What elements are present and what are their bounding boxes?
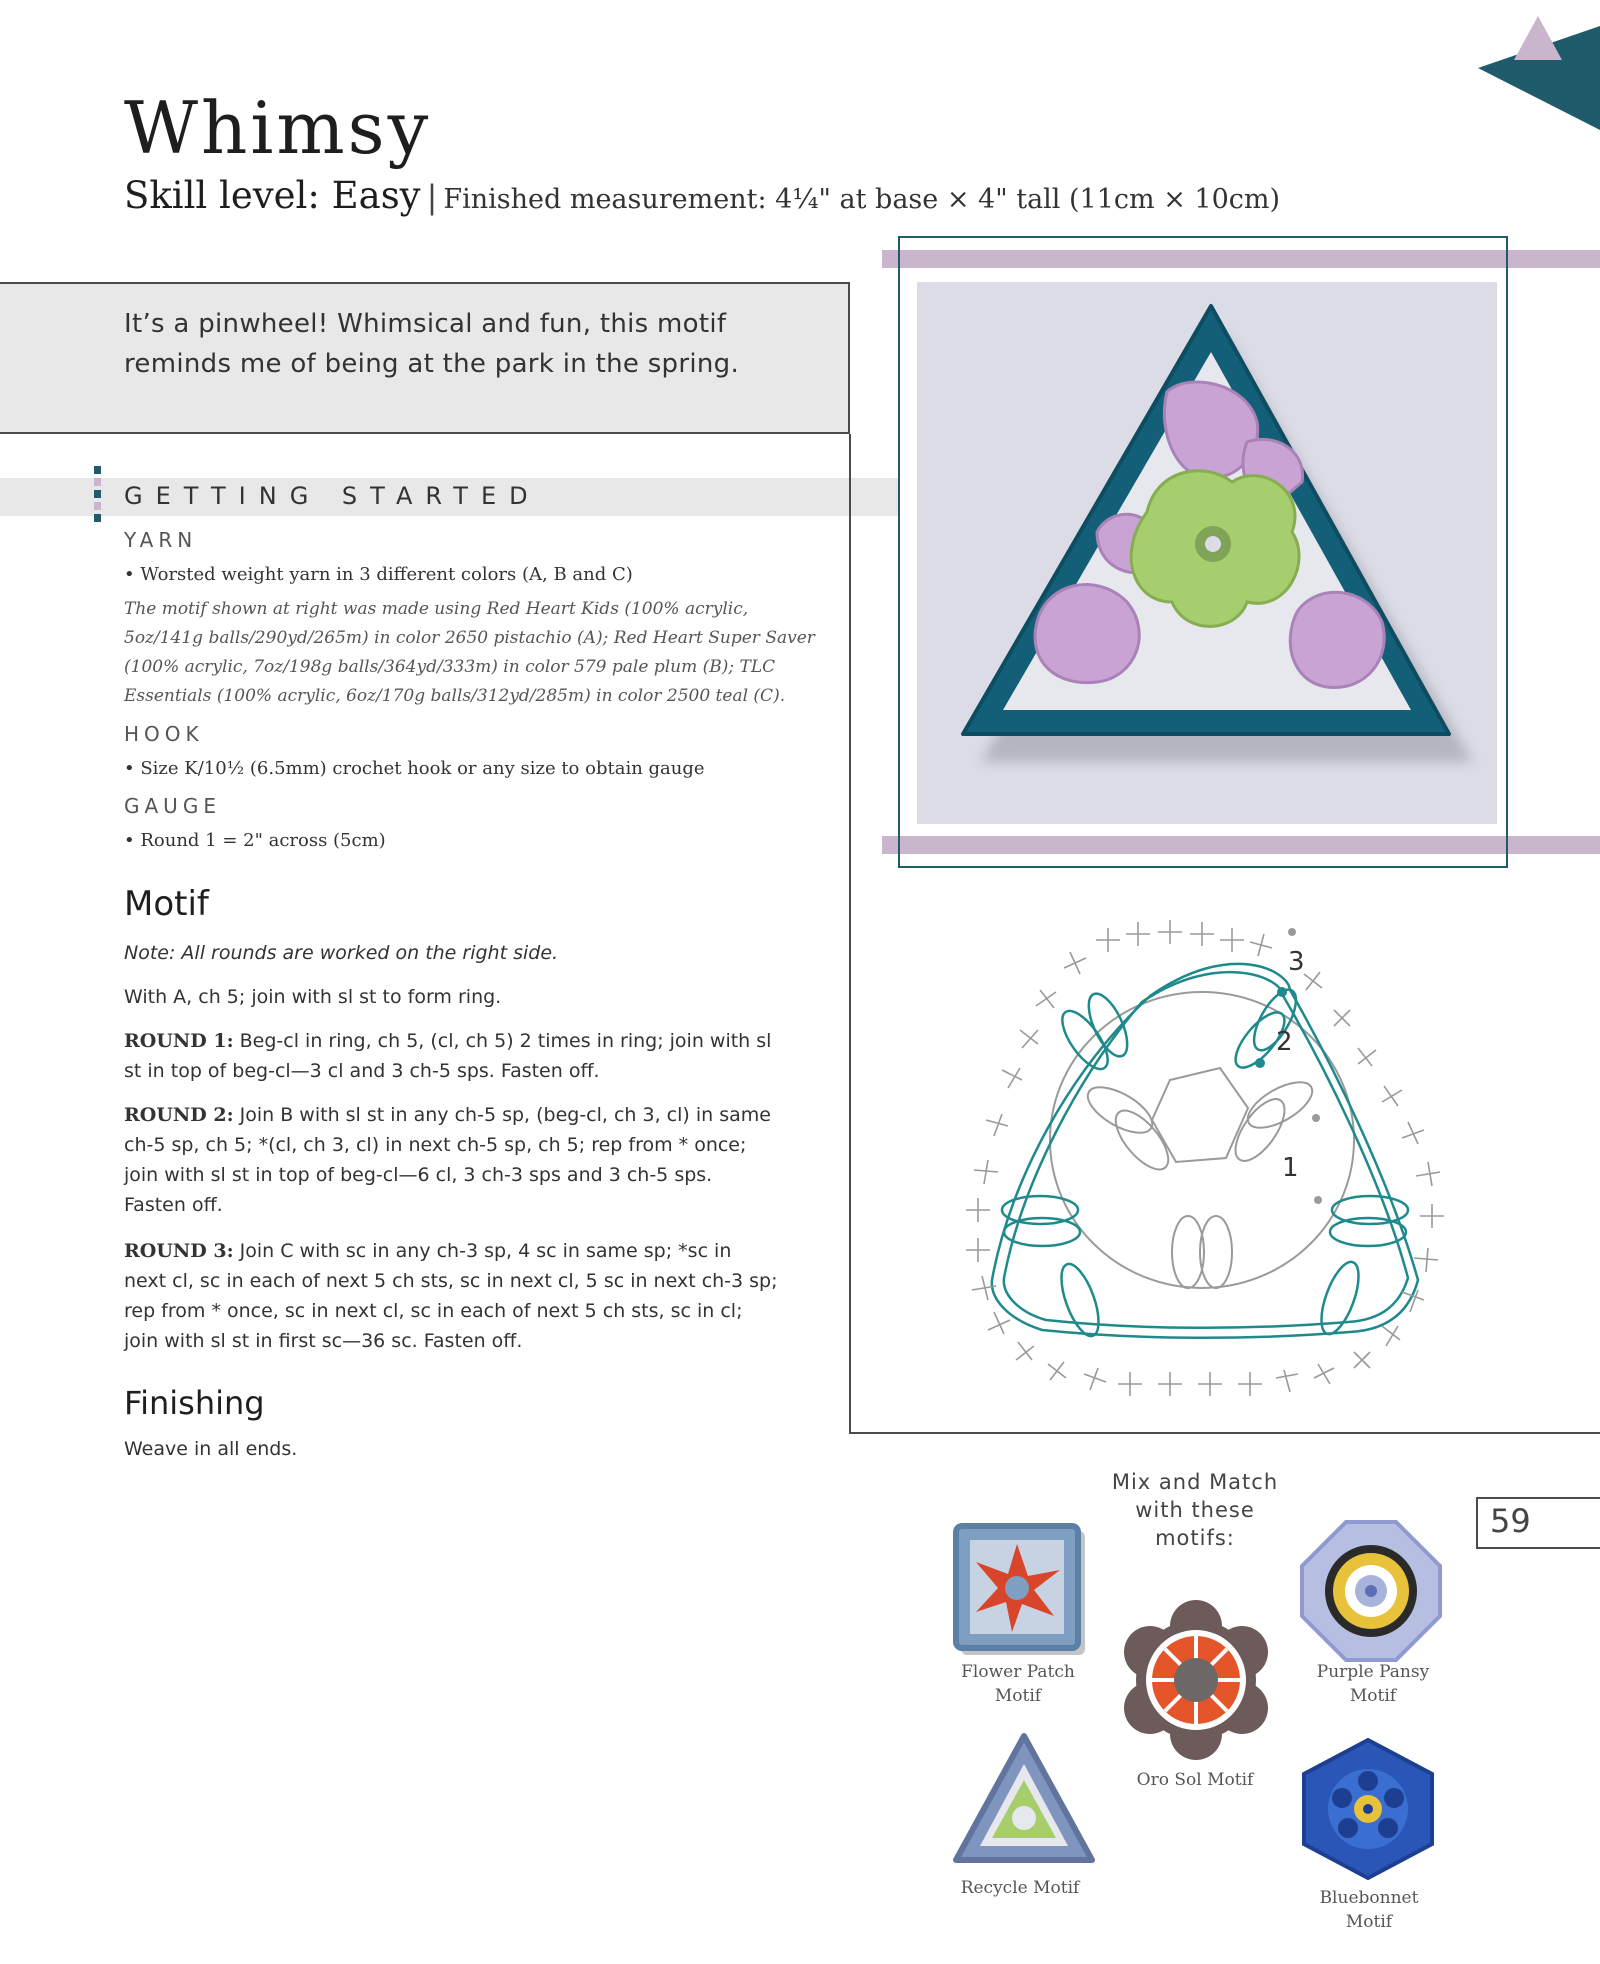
- crochet-chart: [930, 880, 1490, 1420]
- round-2-text: ch-5 sp, ch 5; *(cl, ch 3, cl) in next ch-5 sp, ch 5; rep from * once;: [124, 1134, 747, 1156]
- round-2-marker: 2: [1276, 1027, 1293, 1057]
- subtitle-separator: |: [426, 178, 438, 216]
- flower-patch-caption: [940, 1660, 1096, 1708]
- corner-triangle-icon: [1470, 0, 1600, 130]
- yarn-detail-line: The motif shown at right was made using Red Heart Kids (100% acrylic,: [124, 599, 749, 619]
- column-divider: [849, 434, 851, 1434]
- bluebonnet-thumbnail: [1296, 1736, 1440, 1882]
- purple-pansy-caption: [1290, 1660, 1456, 1708]
- caption-line: Purple Pansy: [1316, 1662, 1430, 1682]
- round-3-label: ROUND 3:: [124, 1240, 234, 1262]
- caption-line: Oro Sol Motif: [1136, 1770, 1254, 1790]
- round-3-marker: 3: [1288, 947, 1305, 977]
- gauge-label: GAUGE: [124, 794, 221, 818]
- intro-text: [124, 304, 824, 384]
- round-3-text: Join C with sc in any ch-3 sp, 4 sc in same sp; *sc in: [233, 1240, 732, 1262]
- caption-line: Flower Patch: [961, 1662, 1075, 1682]
- yarn-line: • Worsted weight yarn in 3 different colors (A, B and C): [124, 564, 633, 585]
- mix-match-line: Mix and Match: [1111, 1470, 1279, 1494]
- mix-match-line: with these: [1135, 1498, 1255, 1522]
- mix-and-match-heading: [1090, 1468, 1300, 1552]
- skill-level: Skill level: Easy: [124, 174, 421, 217]
- round-2-text: Join B with sl st in any ch-5 sp, (beg-cl, ch 3, cl) in same: [233, 1104, 771, 1126]
- finishing-text: Weave in all ends.: [124, 1438, 298, 1460]
- round-3-text: next cl, sc in each of next 5 ch sts, sc in next cl, 5 sc in next ch-3 sp;: [124, 1270, 778, 1292]
- page-title: Whimsy: [124, 86, 432, 170]
- getting-started-heading: GETTING STARTED: [124, 482, 541, 510]
- caption-line: Motif: [1345, 1912, 1393, 1932]
- page-number: 59: [1490, 1502, 1531, 1540]
- round-3: [124, 1236, 804, 1356]
- round-2: [124, 1100, 804, 1220]
- round-3-text: rep from * once, sc in next cl, sc in each of next 5 ch sts, sc in cl;: [124, 1300, 743, 1322]
- round-1-text: Beg-cl in ring, ch 5, (cl, ch 5) 2 times in ring; join with sl: [233, 1030, 772, 1052]
- caption-line: Motif: [1349, 1686, 1397, 1706]
- recycle-thumbnail: [950, 1730, 1098, 1870]
- section-marker-icon: [94, 466, 102, 526]
- hook-label: HOOK: [124, 722, 204, 746]
- intro-line: It’s a pinwheel! Whimsical and fun, this motif: [124, 309, 727, 339]
- round-2-text: join with sl st in top of beg-cl—6 cl, 3 ch-3 sps and 3 ch-5 sps.: [124, 1164, 713, 1186]
- oro-sol-thumbnail: [1116, 1600, 1276, 1760]
- yarn-detail-line: (100% acrylic, 7oz/198g balls/364yd/333m) in color 579 pale plum (B); TLC: [124, 657, 776, 677]
- purple-pansy-thumbnail: [1296, 1516, 1446, 1666]
- yarn-label: YARN: [124, 528, 198, 552]
- round-1-marker: 1: [1282, 1153, 1299, 1183]
- finished-measurement: Finished measurement: 4¼" at base × 4" tall (11cm × 10cm): [443, 184, 1281, 215]
- yarn-detail: [124, 595, 824, 711]
- photo-frame: [898, 236, 1508, 868]
- round-2-text: Fasten off.: [124, 1194, 223, 1216]
- caption-line: Motif: [994, 1686, 1042, 1706]
- round-3-text: join with sl st in first sc—36 sc. Fasten off.: [124, 1330, 523, 1352]
- round-1: [124, 1026, 804, 1086]
- subtitle: [124, 174, 1280, 217]
- finishing-heading: Finishing: [124, 1384, 265, 1422]
- mix-match-line: motifs:: [1155, 1526, 1235, 1550]
- caption-line: Recycle Motif: [960, 1878, 1080, 1898]
- yarn-detail-line: Essentials (100% acrylic, 6oz/170g balls/312yd/285m) in color 2500 teal (C).: [124, 686, 786, 706]
- motif-heading: Motif: [124, 884, 209, 924]
- round-1-label: ROUND 1:: [124, 1030, 234, 1052]
- chart-divider: [849, 1432, 1600, 1434]
- motif-note: Note: All rounds are worked on the right side.: [124, 942, 559, 964]
- gauge-line: • Round 1 = 2" across (5cm): [124, 830, 386, 851]
- recycle-caption: [940, 1876, 1100, 1900]
- round-2-label: ROUND 2:: [124, 1104, 234, 1126]
- hook-line: • Size K/10½ (6.5mm) crochet hook or any size to obtain gauge: [124, 758, 705, 779]
- bluebonnet-caption: [1286, 1886, 1452, 1934]
- motif-start: With A, ch 5; join with sl st to form ring.: [124, 986, 502, 1008]
- caption-line: Bluebonnet: [1319, 1888, 1419, 1908]
- flower-patch-thumbnail: [950, 1520, 1086, 1656]
- oro-sol-caption: [1110, 1768, 1280, 1792]
- yarn-detail-line: 5oz/141g balls/290yd/265m) in color 2650 pistachio (A); Red Heart Super Saver: [124, 628, 815, 648]
- round-1-text: st in top of beg-cl—3 cl and 3 ch-5 sps. Fasten off.: [124, 1060, 600, 1082]
- intro-line: reminds me of being at the park in the spring.: [124, 349, 740, 379]
